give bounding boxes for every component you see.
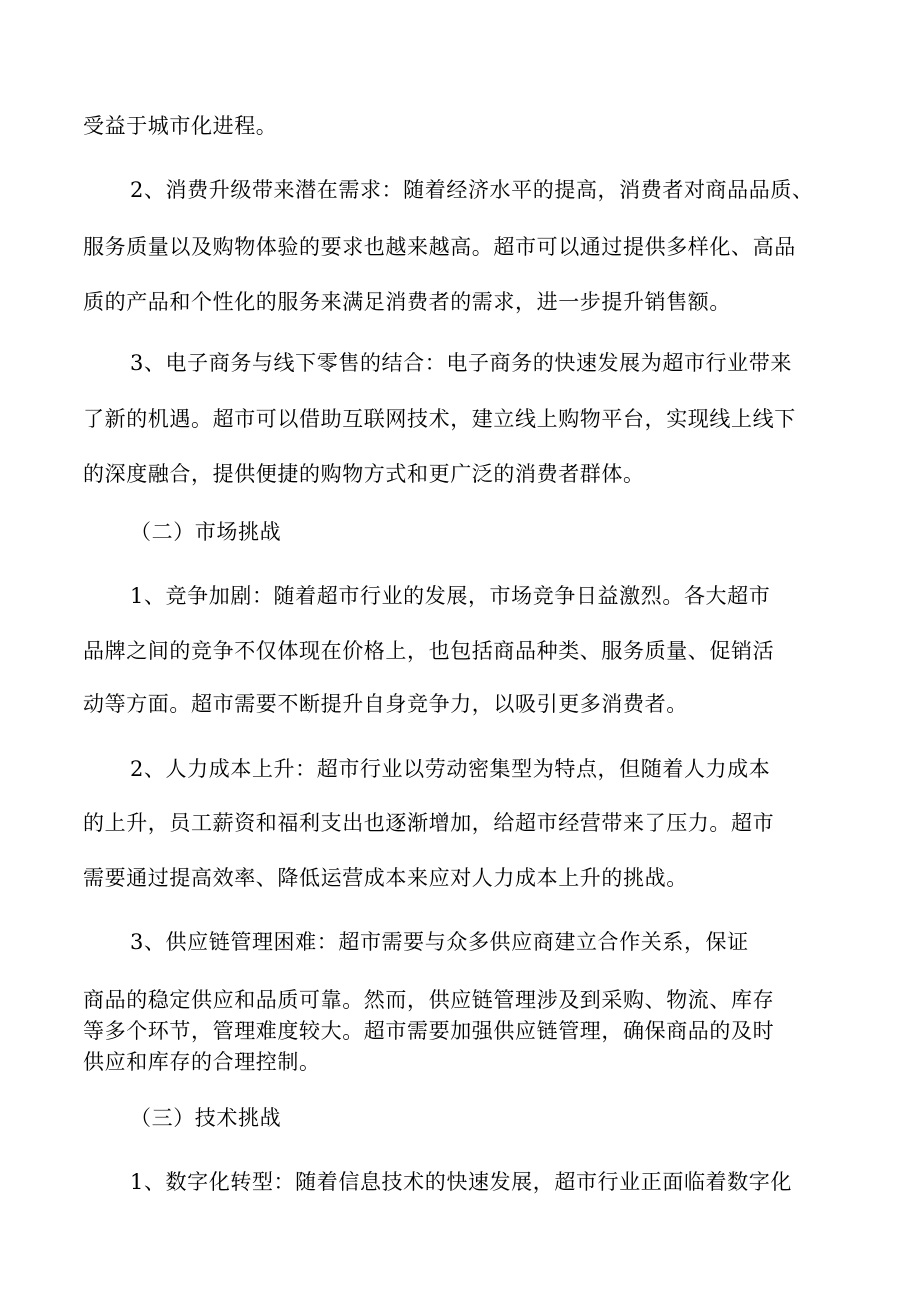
- paragraph-line: 了新的机遇。超市可以借助互联网技术，建立线上购物平台，实现线上线下: [83, 407, 796, 431]
- paragraph-line: 2、消费升级带来潜在需求：随着经济水平的提高，消费者对商品品质、: [130, 178, 814, 202]
- paragraph-line: 服务质量以及购物体验的要求也越来越高。超市可以通过提供多样化、高品: [83, 235, 796, 259]
- paragraph-line: 动等方面。超市需要不断提升自身竞争力，以吸引更多消费者。: [83, 692, 688, 716]
- paragraph-line: 的上升，员工薪资和福利支出也逐渐增加，给超市经营带来了压力。超市: [83, 811, 775, 835]
- paragraph-line: 等多个环节，管理难度较大。超市需要加强供应链管理，确保商品的及时: [83, 1019, 775, 1043]
- paragraph-line: 3、电子商务与线下零售的结合：电子商务的快速发展为超市行业带来: [130, 351, 792, 375]
- paragraph-line: 需要通过提高效率、降低运营成本来应对人力成本上升的挑战。: [83, 866, 688, 890]
- section-heading-market-challenges: （二）市场挑战: [130, 520, 282, 544]
- paragraph-line: 1、竞争加剧：随着超市行业的发展，市场竞争日益激烈。各大超市: [130, 584, 771, 608]
- paragraph-line: 受益于城市化进程。: [83, 114, 278, 138]
- paragraph-line: 商品的稳定供应和品质可靠。然而，供应链管理涉及到采购、物流、库存: [83, 988, 775, 1012]
- paragraph-line: 质的产品和个性化的服务来满足消费者的需求，进一步提升销售额。: [83, 290, 731, 314]
- paragraph-line: 品牌之间的竞争不仅体现在价格上，也包括商品种类、服务质量、促销活: [83, 639, 775, 663]
- paragraph-line: 3、供应链管理困难：超市需要与众多供应商建立合作关系，保证: [130, 930, 749, 954]
- paragraph-line: 2、人力成本上升：超市行业以劳动密集型为特点，但随着人力成本: [130, 757, 771, 781]
- paragraph-line: 供应和库存的合理控制。: [83, 1050, 321, 1074]
- section-heading-technical-challenges: （三）技术挑战: [130, 1106, 282, 1130]
- paragraph-line: 的深度融合，提供便捷的购物方式和更广泛的消费者群体。: [83, 462, 645, 486]
- paragraph-line: 1、数字化转型：随着信息技术的快速发展，超市行业正面临着数字化: [130, 1170, 792, 1194]
